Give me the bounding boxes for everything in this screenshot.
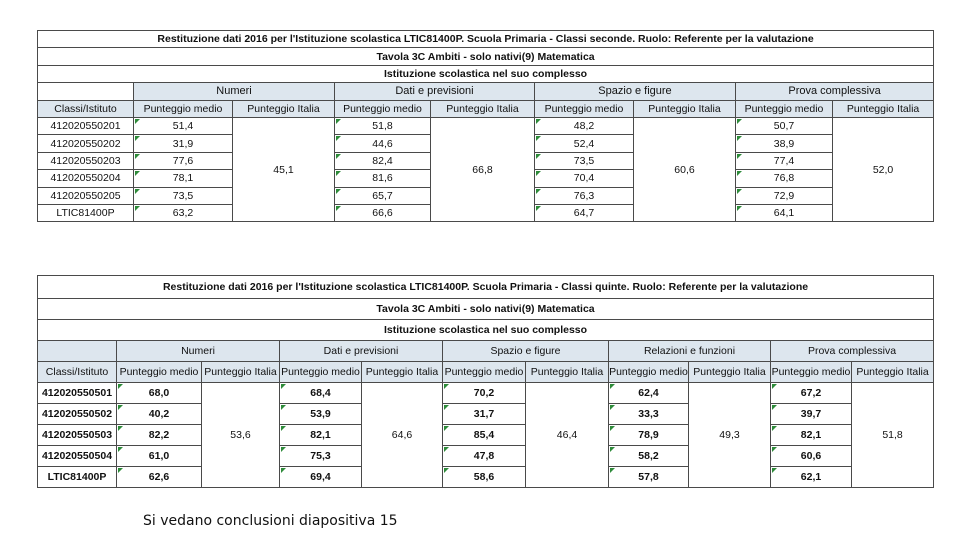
score-cell: 58,6 bbox=[443, 467, 526, 488]
italia-cell: 49,3 bbox=[689, 383, 771, 488]
score-cell: 76,8 bbox=[736, 170, 833, 187]
class-cell: 412020550201 bbox=[38, 117, 134, 134]
table-classi-seconde bbox=[37, 30, 934, 222]
col-punteggio-italia: Punteggio Italia bbox=[526, 362, 609, 383]
score-cell: 50,7 bbox=[736, 117, 833, 134]
table-row bbox=[38, 467, 934, 488]
class-cell: 412020550503 bbox=[38, 425, 117, 446]
column-header-row bbox=[38, 362, 934, 383]
score-cell: 63,2 bbox=[134, 204, 233, 221]
score-cell: 85,4 bbox=[443, 425, 526, 446]
score-cell: 75,3 bbox=[280, 446, 362, 467]
group-relazioni-funzioni: Relazioni e funzioni bbox=[609, 341, 771, 362]
score-cell: 64,7 bbox=[535, 204, 634, 221]
group-spazio-figure: Spazio e figure bbox=[443, 341, 609, 362]
score-cell: 57,8 bbox=[609, 467, 689, 488]
table-title: Restituzione dati 2016 per l'Istituzione scolastica LTIC81400P. Scuola Primaria - Classi quinte. Ruolo: Referente per la valutazione bbox=[38, 276, 934, 299]
score-cell: 38,9 bbox=[736, 135, 833, 152]
score-cell: 65,7 bbox=[335, 187, 431, 204]
score-cell: 82,4 bbox=[335, 152, 431, 169]
score-cell: 52,4 bbox=[535, 135, 634, 152]
group-prova-complessiva: Prova complessiva bbox=[771, 341, 934, 362]
footer-note: Si vedano conclusioni diapositiva 15 bbox=[143, 513, 398, 529]
group-dati-previsioni: Dati e previsioni bbox=[280, 341, 443, 362]
score-cell: 47,8 bbox=[443, 446, 526, 467]
score-cell: 77,4 bbox=[736, 152, 833, 169]
italia-cell: 64,6 bbox=[362, 383, 443, 488]
score-cell: 69,4 bbox=[280, 467, 362, 488]
score-cell: 39,7 bbox=[771, 404, 852, 425]
score-cell: 62,4 bbox=[609, 383, 689, 404]
score-cell: 73,5 bbox=[535, 152, 634, 169]
italia-cell: 45,1 bbox=[233, 117, 335, 221]
col-classi-istituto: Classi/Istituto bbox=[38, 100, 134, 117]
col-classi-istituto: Classi/Istituto bbox=[38, 362, 117, 383]
score-cell: 68,4 bbox=[280, 383, 362, 404]
table-title: Restituzione dati 2016 per l'Istituzione scolastica LTIC81400P. Scuola Primaria - Classi seconde. Ruolo: Referente per la valutazione bbox=[38, 31, 934, 48]
table-subtitle: Tavola 3C Ambiti - solo nativi(9) Matematica bbox=[38, 48, 934, 65]
score-cell: 31,9 bbox=[134, 135, 233, 152]
col-punteggio-italia: Punteggio Italia bbox=[233, 100, 335, 117]
col-punteggio-medio: Punteggio medio bbox=[335, 100, 431, 117]
score-cell: 60,6 bbox=[771, 446, 852, 467]
score-cell: 48,2 bbox=[535, 117, 634, 134]
class-cell: LTIC81400P bbox=[38, 467, 117, 488]
italia-cell: 52,0 bbox=[833, 117, 934, 221]
class-cell: 412020550202 bbox=[38, 135, 134, 152]
col-punteggio-italia: Punteggio Italia bbox=[202, 362, 280, 383]
score-cell: 64,1 bbox=[736, 204, 833, 221]
col-punteggio-italia: Punteggio Italia bbox=[833, 100, 934, 117]
score-cell: 68,0 bbox=[117, 383, 202, 404]
group-header-row bbox=[38, 83, 934, 100]
group-numeri: Numeri bbox=[134, 83, 335, 100]
italia-cell: 46,4 bbox=[526, 383, 609, 488]
table-scope: Istituzione scolastica nel suo complesso bbox=[38, 320, 934, 341]
group-dati-previsioni: Dati e previsioni bbox=[335, 83, 535, 100]
score-cell: 40,2 bbox=[117, 404, 202, 425]
score-cell: 66,6 bbox=[335, 204, 431, 221]
column-header-row bbox=[38, 100, 934, 117]
col-punteggio-italia: Punteggio Italia bbox=[852, 362, 934, 383]
score-cell: 62,1 bbox=[771, 467, 852, 488]
table-row bbox=[38, 446, 934, 467]
class-cell: LTIC81400P bbox=[38, 204, 134, 221]
class-cell: 412020550502 bbox=[38, 404, 117, 425]
class-cell: 412020550504 bbox=[38, 446, 117, 467]
score-cell: 78,1 bbox=[134, 170, 233, 187]
score-cell: 70,2 bbox=[443, 383, 526, 404]
score-cell: 62,6 bbox=[117, 467, 202, 488]
class-cell: 412020550205 bbox=[38, 187, 134, 204]
score-cell: 53,9 bbox=[280, 404, 362, 425]
italia-cell: 60,6 bbox=[634, 117, 736, 221]
score-cell: 81,6 bbox=[335, 170, 431, 187]
col-punteggio-medio: Punteggio medio bbox=[280, 362, 362, 383]
col-punteggio-medio: Punteggio medio bbox=[535, 100, 634, 117]
group-numeri: Numeri bbox=[117, 341, 280, 362]
score-cell: 78,9 bbox=[609, 425, 689, 446]
col-punteggio-italia: Punteggio Italia bbox=[689, 362, 771, 383]
score-cell: 72,9 bbox=[736, 187, 833, 204]
group-prova-complessiva: Prova complessiva bbox=[736, 83, 934, 100]
score-cell: 82,1 bbox=[280, 425, 362, 446]
score-cell: 44,6 bbox=[335, 135, 431, 152]
col-punteggio-medio: Punteggio medio bbox=[736, 100, 833, 117]
group-header-row bbox=[38, 341, 934, 362]
table-row bbox=[38, 425, 934, 446]
score-cell: 82,2 bbox=[117, 425, 202, 446]
col-punteggio-medio: Punteggio medio bbox=[443, 362, 526, 383]
table-subtitle: Tavola 3C Ambiti - solo nativi(9) Matematica bbox=[38, 299, 934, 320]
table-row bbox=[38, 117, 934, 134]
col-punteggio-italia: Punteggio Italia bbox=[634, 100, 736, 117]
col-punteggio-italia: Punteggio Italia bbox=[362, 362, 443, 383]
score-cell: 73,5 bbox=[134, 187, 233, 204]
italia-cell: 51,8 bbox=[852, 383, 934, 488]
score-cell: 58,2 bbox=[609, 446, 689, 467]
group-spazio-figure: Spazio e figure bbox=[535, 83, 736, 100]
table-classi-quinte bbox=[37, 275, 934, 488]
class-cell: 412020550203 bbox=[38, 152, 134, 169]
score-cell: 76,3 bbox=[535, 187, 634, 204]
table-row bbox=[38, 404, 934, 425]
italia-cell: 53,6 bbox=[202, 383, 280, 488]
table-scope: Istituzione scolastica nel suo complesso bbox=[38, 65, 934, 82]
score-cell: 51,4 bbox=[134, 117, 233, 134]
score-cell: 70,4 bbox=[535, 170, 634, 187]
score-cell: 82,1 bbox=[771, 425, 852, 446]
col-punteggio-medio: Punteggio medio bbox=[771, 362, 852, 383]
score-cell: 51,8 bbox=[335, 117, 431, 134]
table-row bbox=[38, 383, 934, 404]
col-punteggio-medio: Punteggio medio bbox=[134, 100, 233, 117]
score-cell: 33,3 bbox=[609, 404, 689, 425]
score-cell: 77,6 bbox=[134, 152, 233, 169]
class-cell: 412020550204 bbox=[38, 170, 134, 187]
score-cell: 61,0 bbox=[117, 446, 202, 467]
col-punteggio-medio: Punteggio medio bbox=[609, 362, 689, 383]
score-cell: 67,2 bbox=[771, 383, 852, 404]
class-cell: 412020550501 bbox=[38, 383, 117, 404]
score-cell: 31,7 bbox=[443, 404, 526, 425]
italia-cell: 66,8 bbox=[431, 117, 535, 221]
col-punteggio-medio: Punteggio medio bbox=[117, 362, 202, 383]
col-punteggio-italia: Punteggio Italia bbox=[431, 100, 535, 117]
